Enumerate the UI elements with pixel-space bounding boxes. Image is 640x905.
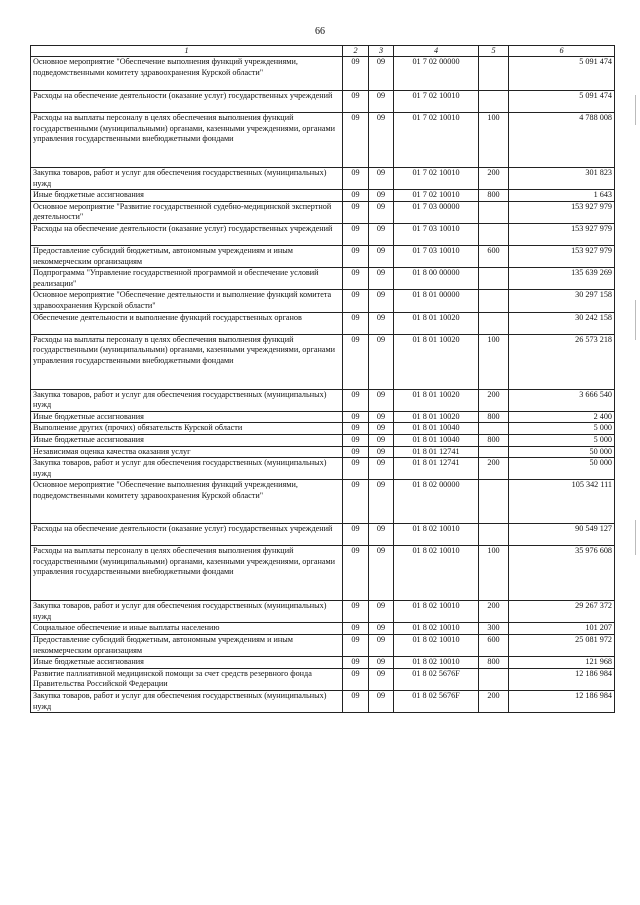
row-subsection-cell: 09 xyxy=(369,113,394,168)
row-name-cell: Расходы на обеспечение деятельности (оказание услуг) государственных учреждений xyxy=(31,524,343,546)
row-amount-cell: 26 573 218 xyxy=(509,334,615,389)
row-amount-cell: 135 639 269 xyxy=(509,268,615,290)
row-section-cell: 09 xyxy=(343,411,369,423)
row-section-cell: 09 xyxy=(343,168,369,190)
row-target-article-cell: 01 8 01 00000 xyxy=(394,290,479,312)
row-section-cell: 09 xyxy=(343,434,369,446)
row-name-cell: Иные бюджетные ассигнования xyxy=(31,657,343,669)
row-subsection-cell: 09 xyxy=(369,480,394,524)
table-row xyxy=(31,312,615,334)
row-subsection-cell: 09 xyxy=(369,312,394,334)
table-row xyxy=(31,57,615,91)
row-target-article-cell: 01 7 03 10010 xyxy=(394,245,479,267)
budget-table xyxy=(30,45,615,713)
row-subsection-cell: 09 xyxy=(369,657,394,669)
row-expense-type-cell: 800 xyxy=(479,411,509,423)
row-target-article-cell: 01 8 01 10020 xyxy=(394,411,479,423)
row-target-article-cell: 01 8 01 10020 xyxy=(394,389,479,411)
row-name-cell: Развитие паллиативной медицинской помощи за счет средств резервного фонда Правительства Российской Федерации xyxy=(31,668,343,690)
row-target-article-cell: 01 8 00 00000 xyxy=(394,268,479,290)
table-row xyxy=(31,389,615,411)
row-amount-cell: 301 823 xyxy=(509,168,615,190)
table-row xyxy=(31,223,615,245)
row-target-article-cell: 01 8 02 10010 xyxy=(394,524,479,546)
row-target-article-cell: 01 8 02 10010 xyxy=(394,635,479,657)
row-expense-type-cell: 300 xyxy=(479,623,509,635)
row-section-cell: 09 xyxy=(343,201,369,223)
row-amount-cell: 153 927 979 xyxy=(509,223,615,245)
row-target-article-cell: 01 8 01 10040 xyxy=(394,423,479,435)
row-name-cell: Закупка товаров, работ и услуг для обеспечения государственных (муниципальных) нужд xyxy=(31,601,343,623)
row-section-cell: 09 xyxy=(343,546,369,601)
table-body xyxy=(31,57,615,713)
row-name-cell: Иные бюджетные ассигнования xyxy=(31,434,343,446)
row-amount-cell: 105 342 111 xyxy=(509,480,615,524)
row-amount-cell: 153 927 979 xyxy=(509,245,615,267)
row-name-cell: Обеспечение деятельности и выполнение функций государственных органов xyxy=(31,312,343,334)
column-header-5: 5 xyxy=(479,46,509,57)
row-amount-cell: 30 242 158 xyxy=(509,312,615,334)
table-row xyxy=(31,480,615,524)
row-subsection-cell: 09 xyxy=(369,201,394,223)
row-amount-cell: 29 267 372 xyxy=(509,601,615,623)
table-row xyxy=(31,657,615,669)
row-amount-cell: 153 927 979 xyxy=(509,201,615,223)
row-amount-cell: 12 186 984 xyxy=(509,691,615,713)
row-section-cell: 09 xyxy=(343,458,369,480)
row-section-cell: 09 xyxy=(343,245,369,267)
row-amount-cell: 35 976 608 xyxy=(509,546,615,601)
row-target-article-cell: 01 7 03 00000 xyxy=(394,201,479,223)
row-name-cell: Закупка товаров, работ и услуг для обеспечения государственных (муниципальных) нужд xyxy=(31,458,343,480)
row-expense-type-cell xyxy=(479,201,509,223)
row-amount-cell: 5 000 xyxy=(509,434,615,446)
row-section-cell: 09 xyxy=(343,635,369,657)
page-number: 66 xyxy=(315,26,325,37)
table-row xyxy=(31,691,615,713)
row-subsection-cell: 09 xyxy=(369,268,394,290)
row-section-cell: 09 xyxy=(343,423,369,435)
row-expense-type-cell xyxy=(479,223,509,245)
table-row xyxy=(31,524,615,546)
table-row xyxy=(31,546,615,601)
row-subsection-cell: 09 xyxy=(369,389,394,411)
row-section-cell: 09 xyxy=(343,268,369,290)
row-section-cell: 09 xyxy=(343,657,369,669)
row-expense-type-cell xyxy=(479,268,509,290)
table-row xyxy=(31,423,615,435)
row-name-cell: Расходы на обеспечение деятельности (оказание услуг) государственных учреждений xyxy=(31,223,343,245)
row-name-cell: Закупка товаров, работ и услуг для обеспечения государственных (муниципальных) нужд xyxy=(31,691,343,713)
row-subsection-cell: 09 xyxy=(369,446,394,458)
row-subsection-cell: 09 xyxy=(369,668,394,690)
row-expense-type-cell: 200 xyxy=(479,458,509,480)
row-target-article-cell: 01 8 01 12741 xyxy=(394,458,479,480)
row-expense-type-cell xyxy=(479,57,509,91)
table-row xyxy=(31,290,615,312)
row-amount-cell: 5 000 xyxy=(509,423,615,435)
row-amount-cell: 1 643 xyxy=(509,190,615,202)
row-name-cell: Расходы на выплаты персоналу в целях обеспечения выполнения функций государственными (муниципальными) органами, казенными учреждениями, органами управления государственными внебюджетными фондами xyxy=(31,334,343,389)
row-subsection-cell: 09 xyxy=(369,623,394,635)
column-header-1: 1 xyxy=(31,46,343,57)
row-amount-cell: 90 549 127 xyxy=(509,524,615,546)
row-subsection-cell: 09 xyxy=(369,411,394,423)
row-target-article-cell: 01 8 02 10010 xyxy=(394,601,479,623)
row-amount-cell: 30 297 158 xyxy=(509,290,615,312)
table-row xyxy=(31,601,615,623)
column-header-6: 6 xyxy=(509,46,615,57)
row-target-article-cell: 01 7 02 00000 xyxy=(394,57,479,91)
row-target-article-cell: 01 7 02 10010 xyxy=(394,113,479,168)
row-section-cell: 09 xyxy=(343,312,369,334)
row-section-cell: 09 xyxy=(343,691,369,713)
row-section-cell: 09 xyxy=(343,389,369,411)
row-subsection-cell: 09 xyxy=(369,458,394,480)
row-expense-type-cell xyxy=(479,312,509,334)
row-subsection-cell: 09 xyxy=(369,290,394,312)
row-subsection-cell: 09 xyxy=(369,546,394,601)
table-row xyxy=(31,268,615,290)
table-row xyxy=(31,91,615,113)
table-row xyxy=(31,446,615,458)
row-section-cell: 09 xyxy=(343,91,369,113)
column-header-3: 3 xyxy=(369,46,394,57)
row-name-cell: Независимая оценка качества оказания услуг xyxy=(31,446,343,458)
table-row xyxy=(31,668,615,690)
row-expense-type-cell xyxy=(479,290,509,312)
row-name-cell: Расходы на обеспечение деятельности (оказание услуг) государственных учреждений xyxy=(31,91,343,113)
row-name-cell: Иные бюджетные ассигнования xyxy=(31,190,343,202)
row-expense-type-cell: 200 xyxy=(479,691,509,713)
row-expense-type-cell: 200 xyxy=(479,168,509,190)
row-expense-type-cell xyxy=(479,91,509,113)
row-expense-type-cell xyxy=(479,668,509,690)
row-amount-cell: 5 091 474 xyxy=(509,91,615,113)
row-subsection-cell: 09 xyxy=(369,168,394,190)
row-section-cell: 09 xyxy=(343,190,369,202)
column-header-2: 2 xyxy=(343,46,369,57)
row-section-cell: 09 xyxy=(343,57,369,91)
row-target-article-cell: 01 8 01 10040 xyxy=(394,434,479,446)
scan-edge-mark xyxy=(635,300,636,340)
row-target-article-cell: 01 8 02 10010 xyxy=(394,657,479,669)
row-target-article-cell: 01 8 02 10010 xyxy=(394,546,479,601)
row-expense-type-cell: 800 xyxy=(479,657,509,669)
row-target-article-cell: 01 8 02 5676F xyxy=(394,691,479,713)
scan-edge-mark xyxy=(635,95,636,125)
row-name-cell: Основное мероприятие "Обеспечение выполнения функций учреждениями, подведомственными комитету здравоохранения Курской области" xyxy=(31,480,343,524)
row-name-cell: Закупка товаров, работ и услуг для обеспечения государственных (муниципальных) нужд xyxy=(31,389,343,411)
row-amount-cell: 3 666 540 xyxy=(509,389,615,411)
row-section-cell: 09 xyxy=(343,480,369,524)
row-target-article-cell: 01 7 03 10010 xyxy=(394,223,479,245)
table-row xyxy=(31,411,615,423)
row-subsection-cell: 09 xyxy=(369,691,394,713)
row-target-article-cell: 01 8 01 10020 xyxy=(394,312,479,334)
row-subsection-cell: 09 xyxy=(369,434,394,446)
row-section-cell: 09 xyxy=(343,334,369,389)
row-expense-type-cell: 800 xyxy=(479,190,509,202)
row-section-cell: 09 xyxy=(343,668,369,690)
row-target-article-cell: 01 8 02 5676F xyxy=(394,668,479,690)
table-row xyxy=(31,245,615,267)
table-row xyxy=(31,168,615,190)
row-section-cell: 09 xyxy=(343,223,369,245)
row-subsection-cell: 09 xyxy=(369,57,394,91)
row-amount-cell: 12 186 984 xyxy=(509,668,615,690)
row-section-cell: 09 xyxy=(343,601,369,623)
row-subsection-cell: 09 xyxy=(369,423,394,435)
row-section-cell: 09 xyxy=(343,290,369,312)
row-target-article-cell: 01 7 02 10010 xyxy=(394,168,479,190)
row-expense-type-cell: 800 xyxy=(479,434,509,446)
row-subsection-cell: 09 xyxy=(369,635,394,657)
row-expense-type-cell: 100 xyxy=(479,334,509,389)
row-amount-cell: 101 207 xyxy=(509,623,615,635)
row-section-cell: 09 xyxy=(343,524,369,546)
row-section-cell: 09 xyxy=(343,113,369,168)
table-row xyxy=(31,334,615,389)
row-expense-type-cell: 100 xyxy=(479,113,509,168)
table-row xyxy=(31,201,615,223)
row-subsection-cell: 09 xyxy=(369,223,394,245)
table-row xyxy=(31,190,615,202)
column-header-4: 4 xyxy=(394,46,479,57)
row-subsection-cell: 09 xyxy=(369,334,394,389)
row-amount-cell: 50 000 xyxy=(509,458,615,480)
row-expense-type-cell xyxy=(479,480,509,524)
row-section-cell: 09 xyxy=(343,623,369,635)
row-expense-type-cell xyxy=(479,524,509,546)
row-amount-cell: 121 968 xyxy=(509,657,615,669)
row-name-cell: Иные бюджетные ассигнования xyxy=(31,411,343,423)
table-row xyxy=(31,635,615,657)
row-target-article-cell: 01 8 02 00000 xyxy=(394,480,479,524)
row-subsection-cell: 09 xyxy=(369,190,394,202)
row-name-cell: Закупка товаров, работ и услуг для обеспечения государственных (муниципальных) нужд xyxy=(31,168,343,190)
row-target-article-cell: 01 7 02 10010 xyxy=(394,91,479,113)
table-row xyxy=(31,434,615,446)
row-target-article-cell: 01 7 02 10010 xyxy=(394,190,479,202)
row-subsection-cell: 09 xyxy=(369,245,394,267)
row-subsection-cell: 09 xyxy=(369,91,394,113)
table-row xyxy=(31,113,615,168)
table-row xyxy=(31,458,615,480)
row-amount-cell: 2 400 xyxy=(509,411,615,423)
row-name-cell: Предоставление субсидий бюджетным, автономным учреждениям и иным некоммерческим организациям xyxy=(31,635,343,657)
row-name-cell: Расходы на выплаты персоналу в целях обеспечения выполнения функций государственными (муниципальными) органами, казенными учреждениями, органами управления государственными внебюджетными фондами xyxy=(31,113,343,168)
row-expense-type-cell: 200 xyxy=(479,601,509,623)
row-name-cell: Основное мероприятие "Развитие государственной судебно-медицинской экспертной деятельности" xyxy=(31,201,343,223)
table-header-row xyxy=(31,46,615,57)
row-name-cell: Подпрограмма "Управление государственной программой и обеспечение условий реализации" xyxy=(31,268,343,290)
row-name-cell: Предоставление субсидий бюджетным, автономным учреждениям и иным некоммерческим организациям xyxy=(31,245,343,267)
table-row xyxy=(31,623,615,635)
row-amount-cell: 5 091 474 xyxy=(509,57,615,91)
row-name-cell: Основное мероприятие "Обеспечение деятельности и выполнение функций комитета здравоохранения Курской области" xyxy=(31,290,343,312)
row-target-article-cell: 01 8 02 10010 xyxy=(394,623,479,635)
row-amount-cell: 4 788 008 xyxy=(509,113,615,168)
row-name-cell: Основное мероприятие "Обеспечение выполнения функций учреждениями, подведомственными комитету здравоохранения Курской области" xyxy=(31,57,343,91)
row-target-article-cell: 01 8 01 10020 xyxy=(394,334,479,389)
row-amount-cell: 50 000 xyxy=(509,446,615,458)
row-expense-type-cell xyxy=(479,423,509,435)
row-target-article-cell: 01 8 01 12741 xyxy=(394,446,479,458)
row-subsection-cell: 09 xyxy=(369,524,394,546)
row-expense-type-cell: 200 xyxy=(479,389,509,411)
row-name-cell: Социальное обеспечение и иные выплаты населению xyxy=(31,623,343,635)
row-expense-type-cell: 600 xyxy=(479,635,509,657)
row-expense-type-cell: 600 xyxy=(479,245,509,267)
row-name-cell: Расходы на выплаты персоналу в целях обеспечения выполнения функций государственными (муниципальными) органами, казенными учреждениями, органами управления государственными внебюджетными фондами xyxy=(31,546,343,601)
row-expense-type-cell xyxy=(479,446,509,458)
row-section-cell: 09 xyxy=(343,446,369,458)
row-amount-cell: 25 081 972 xyxy=(509,635,615,657)
row-subsection-cell: 09 xyxy=(369,601,394,623)
row-expense-type-cell: 100 xyxy=(479,546,509,601)
scan-edge-mark xyxy=(635,520,636,555)
row-name-cell: Выполнение других (прочих) обязательств Курской области xyxy=(31,423,343,435)
